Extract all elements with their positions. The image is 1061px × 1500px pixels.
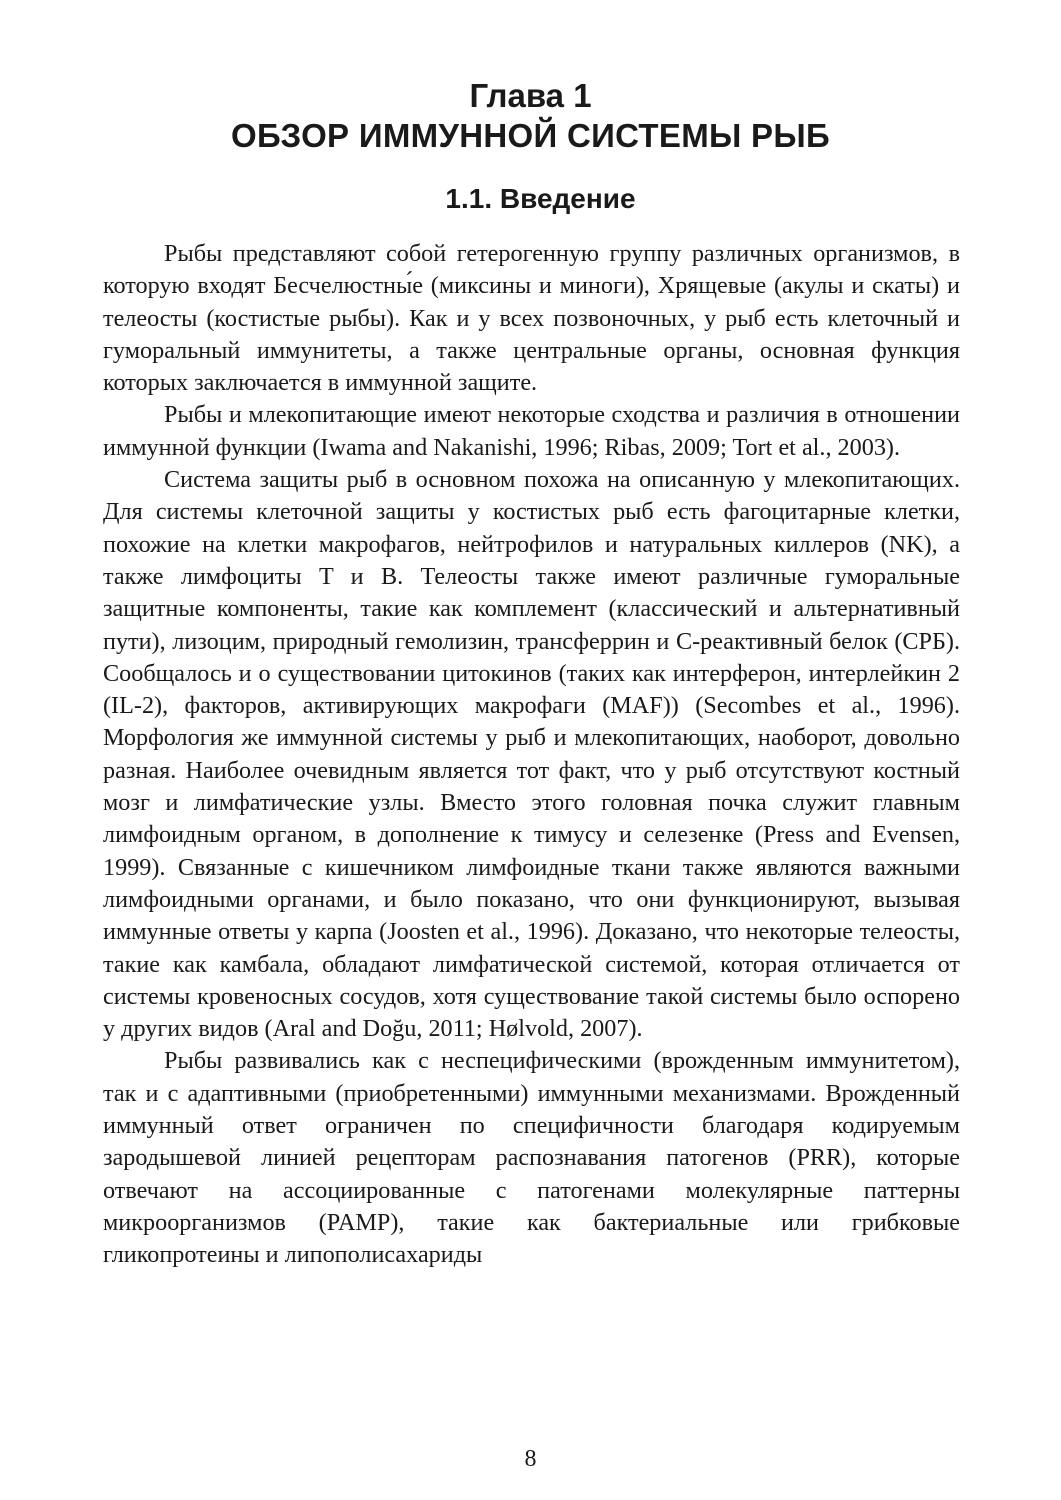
paragraph: Рыбы представляют собой гетерогенную группу различных организмов, в которую входят Бесчелюстны́е (миксины и миноги), Хрящевые (акулы и скаты) и телеосты (костистые рыбы). Как и у всех позвоночных, у рыб есть клеточный и гуморальный иммунитеты, а также центральные органы, основная функция которых заключается в иммунной защите. <box>103 240 960 397</box>
body-text <box>103 238 960 1272</box>
section-title: 1.1. Введение <box>445 183 636 214</box>
chapter-label: Глава 1 <box>469 77 592 114</box>
chapter-title: ОБЗОР ИММУННОЙ СИСТЕМЫ РЫБ <box>230 117 830 154</box>
paragraph: Рыбы и млекопитающие имеют некоторые сходства и различия в отношении иммунной функции (Iwama and Nakanishi, 1996; Ribas, 2009; Tort et al., 2003). <box>103 401 960 461</box>
paragraph: Система защиты рыб в основном похожа на описанную у млекопитающих. Для системы клеточной защиты у костистых рыб есть фагоцитарные клетки, похожие на клетки макрофагов, нейтрофилов и натуральных киллеров (NK), а также лимфоциты T и B. Телеосты также имеют различные гуморальные защитные компоненты, такие как комплемент (классический и альтернативный пути), лизоцим, природный гемолизин, трансферрин и C-реактивный белок (CРБ). Сообщалось и о существовании цитокинов (таких как интерферон, интерлейкин 2 (IL-2), факторов, активирующих макрофаги (MAF)) (Secombes et al., 1996). Морфология же иммунной системы у рыб и млекопитающих, наоборот, довольно разная. Наиболее очевидным является тот факт, что у рыб отсутствуют костный мозг и лимфатические узлы. Вместо этого головная почка служит главным лимфоидным органом, в дополнение к тимусу и селезенке (Press and Evensen, 1999). Связанные с кишечником лимфоидные ткани также являются важными лимфоидными органами, и было показано, что они функционируют, вызывая иммунные ответы у карпа (Joosten et al., 1996). Доказано, что некоторые телеосты, такие как камбала, обладают лимфатической системой, которая отличается от системы кровеносных сосудов, хотя существование такой системы было оспорено у других видов (Aral and Doğu, 2011; Hølvold, 2007). <box>103 466 960 1043</box>
paragraph: Рыбы развивались как с неспецифическими (врожденным иммунитетом), так и с адаптивными (приобретенными) иммунными механизмами. Врожденный иммунный ответ ограничен по специфичности благодаря кодируемым зародышевой линией рецепторам распознавания патогенов (PRR), которые отвечают на ассоциированные с патогенами молекулярные паттерны микроорганизмов (PAMP), такие как бактериальные или грибковые гликопротеины и липополисахариды <box>103 1047 960 1269</box>
page-number: 8 <box>524 1446 537 1472</box>
